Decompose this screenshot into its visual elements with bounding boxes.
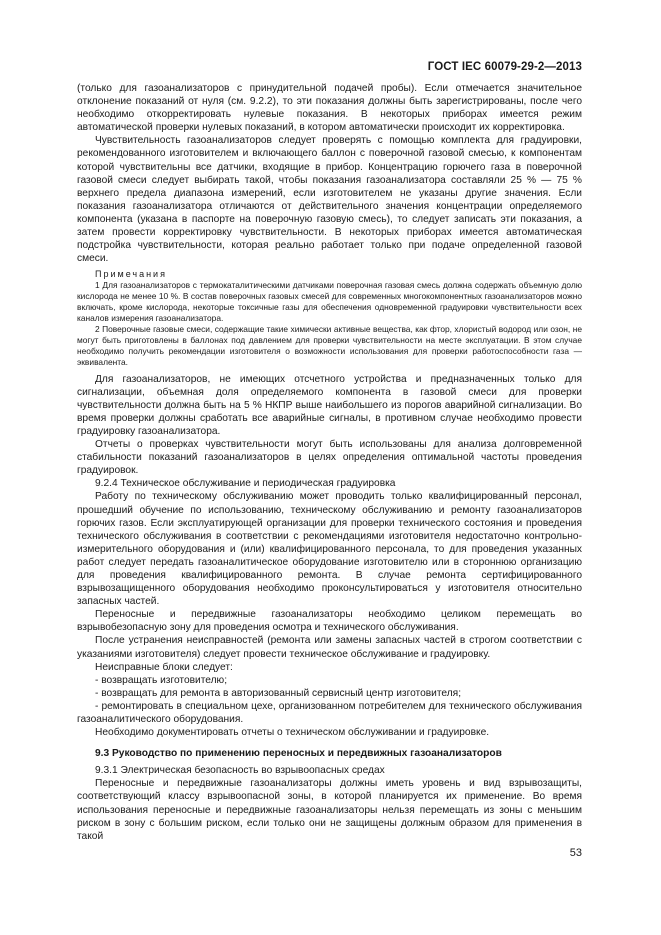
list-item: - возвращать изготовителю;	[95, 674, 228, 686]
paragraph: (только для газоанализаторов с принудительной подачей пробы). Если отмечается значительное отклонение показаний от нуля (см. 9.2.2), то эти показания должны быть зарегистрированы, после чего необходимо откорректировать нулевые показания. В некоторых приборах имеется режим автоматической проверки нулевых показаний, в котором автоматически происходит их корректировка.	[77, 83, 582, 134]
paragraph: После устранения неисправностей (ремонта или замены запасных частей в строгом соответствии с указаниями изготовителя) следует провести техническое обслуживание и градуировку.	[77, 635, 582, 660]
paragraph: Работу по техническому обслуживанию может проводить только квалифицированный персонал, прошедший обучение по использованию, техническому обслуживанию и ремонту газоанализаторов горючих газов. Если эксплуатирующей организации для проверки технического состояния и проведения технического обслуживания в соответствии с рекомендациями изготовителя недостаточно контрольно-измерительного оборудования и (или) квалифицированного персонала, то для проведения указанных работ следует передать газоаналитическое оборудование изготовителю или в стороннюю организацию для проведения квалифицированного ремонта. В случае ремонта сертифицированного взрывозащищенного оборудования необходимо проконсультироваться у изготовителя относительно запасных частей.	[77, 491, 582, 608]
paragraph: Чувствительность газоанализаторов следует проверять с помощью комплекта для градуировки, рекомендованного изготовителем и включающего баллон с поверочной газовой смесью, к компонентам которой чувствительны все датчики, входящие в прибор. Концентрацию горючего газа в поверочной газовой смеси следует выбирать такой, чтобы показания газоанализатора составляли 25 % — 75 % верхнего предела диапазона измерений, если изготовителем не указаны другие значения. Если показания газоанализатора отличаются от действительного значения концентрации определяемого компонента (указана в паспорте на поверочную газовую смесь), то следует записать эти показания, а затем провести корректировку чувствительности. В некоторых приборах имеется автоматическая подстройка чувствительности, которая реально работает только при подаче определенной газовой смеси.	[77, 135, 582, 265]
subsection-title: 9.3.1 Электрическая безопасность во взрывоопасных средах	[95, 765, 385, 777]
document-code-header: ГОСТ IEC 60079-29-2—2013	[427, 61, 582, 73]
list-item: - ремонтировать в специальном цехе, организованном потребителем для технического обслуживания газоаналитического оборудования.	[77, 700, 582, 725]
paragraph: Необходимо документировать отчеты о техническом обслуживании и градуировке.	[95, 727, 490, 739]
note-item: 2 Поверочные газовые смеси, содержащие такие химически активные вещества, как фтор, хлористый водород или озон, не могут быть приготовлены в баллонах под давлением для проверки чувствительности на месте эксплуатации. В этом случае необходимо получить рекомендации изготовителя о возможности использования для проверки работоспособности газа — эквивалента.	[77, 323, 582, 367]
note-item: 1 Для газоанализаторов с термокаталитическими датчиками поверочная газовая смесь должна содержать объемную долю кислорода не менее 10 %. В состав поверочных газовых смесей для современных многокомпонентных газоанализаторов можно включать, кроме кислорода, некоторые токсичные газы для обеспечения одновременной градуировки чувствительности всех каналов измерения газоанализатора.	[77, 280, 582, 324]
section-title: 9.3 Руководство по применению переносных и передвижных газоанализаторов	[95, 748, 502, 760]
paragraph: Для газоанализаторов, не имеющих отсчетного устройства и предназначенных только для сигнализации, объемная доля определяемого компонента в газовой смеси для проверки чувствительности должна быть на 5 % НКПР выше наибольшего из порогов аварийной сигнализации. Во время проверки должны сработать все аварийные сигналы, в противном случае необходимо провести градуировку газоанализатора.	[77, 373, 582, 437]
list-item: - возвращать для ремонта в авторизованный сервисный центр изготовителя;	[95, 687, 462, 699]
body-text	[77, 82, 582, 843]
paragraph: Переносные и передвижные газоанализаторы необходимо целиком перемещать во взрывобезопасную зону для проведения осмотра и технического обслуживания.	[77, 609, 582, 634]
paragraph: Неисправные блоки следует:	[95, 661, 233, 673]
page-number: 53	[569, 847, 582, 859]
notes-heading: Примечания	[95, 269, 167, 280]
paragraph: Переносные и передвижные газоанализаторы должны иметь уровень и вид взрывозащиты, соответствующий классу взрывоопасной зоны, в которой планируется их применение. Во время использования переносные и передвижные газоанализаторы нельзя перемещать из зоны с меньшим риском в зону с большим риском, если только они не защищены должным образом для применения в такой	[77, 778, 582, 842]
subsection-title: 9.2.4 Техническое обслуживание и периодическая градуировка	[95, 478, 396, 490]
paragraph: Отчеты о проверках чувствительности могут быть использованы для анализа долговременной стабильности показаний газоанализаторов в целях определения оптимальной частоты проведения градуировок.	[77, 439, 582, 477]
